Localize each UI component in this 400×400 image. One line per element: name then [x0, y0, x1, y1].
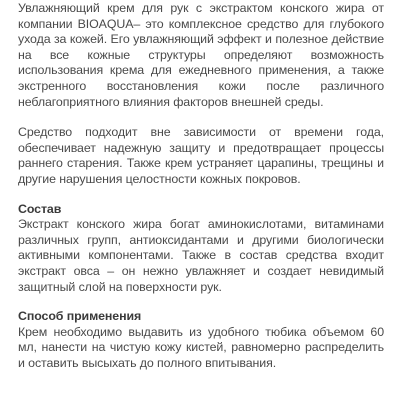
usage-heading: Способ применения — [18, 309, 142, 324]
composition-text: Экстракт конского жира богат аминокислотами, витаминами различных групп, антиоксидантами и другими биологически активными компонентами. Также в состав средства входит экстракт овса – он нежно увлажняет и создает невидимый защитный слой на поверхности рук. — [18, 217, 384, 294]
intro-paragraph-1: Увлажняющий крем для рук с экстрактом конского жира от компании BIOAQUA– это комплексное средство для глубокого ухода за кожей. Его увлажняющий эффект и полезное действие на все кожные структуры определяют возможность использования крема для ежедневного применения, а также экстренного восстановления кожи после различного неблагоприятного влияния факторов внешней среды. — [18, 1, 384, 109]
usage-text: Крем необходимо выдавить из удобного тюбика объемом 60 мл, нанести на чистую кожу кистей, равномерно распределить и оставить высыхать до полного впитывания. — [18, 324, 384, 370]
product-description — [18, 1, 384, 386]
composition-heading: Состав — [18, 201, 62, 216]
intro-paragraph-2: Средство подходит вне зависимости от времени года, обеспечивает надежную защиту и предотвращает процессы раннего старения. Также крем устраняет царапины, трещины и другие нарушения целостности кожных покровов. — [18, 125, 384, 186]
